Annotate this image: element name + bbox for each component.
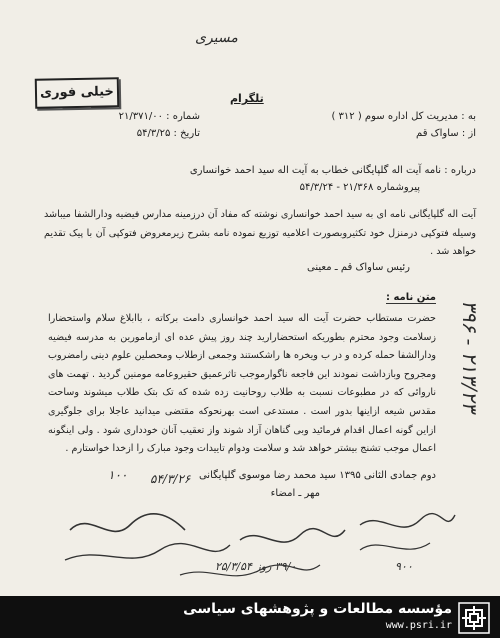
date-value: ۵۴/۳/۲۵ bbox=[136, 128, 171, 139]
bottom-right-note: ۳۹/۰ روز ۲۵/۳/۵۴ bbox=[215, 560, 297, 573]
letter-body: حضرت مستطاب حضرت آیت اله سید احمد خوانساری دامت برکاته ، باابلاغ سلام واستحضارا زسلامت وجود محترم بطوریکه استحضارارید چند روز پیش عده ای ازمامورین به مدرسه فیضیه ودارالشفا حمله کرده و در ب ویخره ها راشکستند وجمعی ازطلاب ومحصلین علوم دینی رامضروب ومجروح وبازداشت نمودند این فاجعه ناگوارموجب تاثرعمیق حقیروعامه مومنین گردید . تهمت های ناروائی که در مطبوعات نسبت به طلاب روحانیت زده شده که تک بتک طلاب میشوند وساحت مقدس شیعه ازاینها بدور است . مستدعی است بهرنحوکه مقتضی میدانید عاجلا برای جلوگیری ازاین گونه اعمال اقدام فرمائید وبی گناهان آزاد شوند واز تعقیب آنان خودداری شود . ولی اینگونه اعمال موجب تشنج بیشتر خواهد شد و سلامت ودوام تاییدات وجود مبارک را ازخدا خواستارم . bbox=[48, 313, 436, 455]
footer-bar bbox=[0, 596, 500, 638]
telegram-label: تلگرام bbox=[230, 92, 264, 105]
number-value: ۲۱/۳۷۱/۰۰ bbox=[118, 111, 163, 122]
bottom-left-date: ۵۴/۳/۲۶ bbox=[150, 472, 191, 486]
footer-org-name: مؤسسه مطالعات و پژوهشهای سیاسی bbox=[183, 601, 452, 617]
signature-line: رئیس ساواک قم ـ معینی bbox=[307, 262, 410, 273]
subject-row bbox=[56, 165, 476, 176]
from-value: ساواک قم bbox=[416, 128, 459, 139]
footer-website-link[interactable]: www.psri.ir bbox=[385, 620, 452, 631]
handwritten-signatures bbox=[60, 505, 460, 595]
top-scribble: مسیری bbox=[195, 30, 238, 46]
letter-date: دوم جمادی الثانی ۱۳۹۵ سید محمد رضا موسوی گلپایگانی bbox=[198, 470, 436, 481]
subject-reference: پیروشماره ۲۱/۳۶۸ - ۵۴/۳/۲۴ bbox=[299, 182, 420, 193]
to-value: مدیریت کل اداره سوم ( ۳۱۲ ) bbox=[331, 111, 459, 122]
intro-paragraph: آیت اله گلپایگانی نامه ای به سید احمد خوانساری نوشته که مفاد آن درزمینه مدارس فیضیه ودارالشفا میباشد وسیله فتوکپی درمنزل خود تکثیروبصورت اعلامیه توزیع نموده نامه بشرح زیرمعروض فتوکپی آن با پیک تقدیم خواهد شد . bbox=[44, 209, 476, 258]
institute-logo-icon bbox=[458, 602, 490, 634]
bottom-left-number: ۱۰۰ bbox=[108, 468, 128, 482]
right-margin-note: ۳۹۶ - ۲۱۳/۲۳ bbox=[458, 300, 482, 413]
from-row bbox=[226, 128, 476, 139]
number-row: شماره : ۲۱/۳۷۱/۰۰ bbox=[118, 111, 200, 122]
classification-stamp: خیلی فوری bbox=[35, 77, 120, 108]
letter-seal: مهر ـ امضاء bbox=[270, 488, 320, 499]
number-label: شماره bbox=[172, 111, 200, 122]
to-label: به : bbox=[461, 111, 476, 122]
bottom-right-figure: ۹۰۰ bbox=[395, 560, 413, 573]
to-row bbox=[226, 111, 476, 122]
date-label: تاریخ bbox=[180, 128, 200, 139]
subject-text: نامه آیت اله گلپایگانی خطاب به آیت اله سید احمد خوانساری bbox=[189, 165, 442, 176]
date-row: تاریخ : ۵۴/۳/۲۵ bbox=[136, 128, 200, 139]
subject-label: درباره : bbox=[444, 165, 476, 176]
letter-heading: متن نامه : bbox=[386, 292, 436, 303]
from-label: از : bbox=[461, 128, 476, 139]
